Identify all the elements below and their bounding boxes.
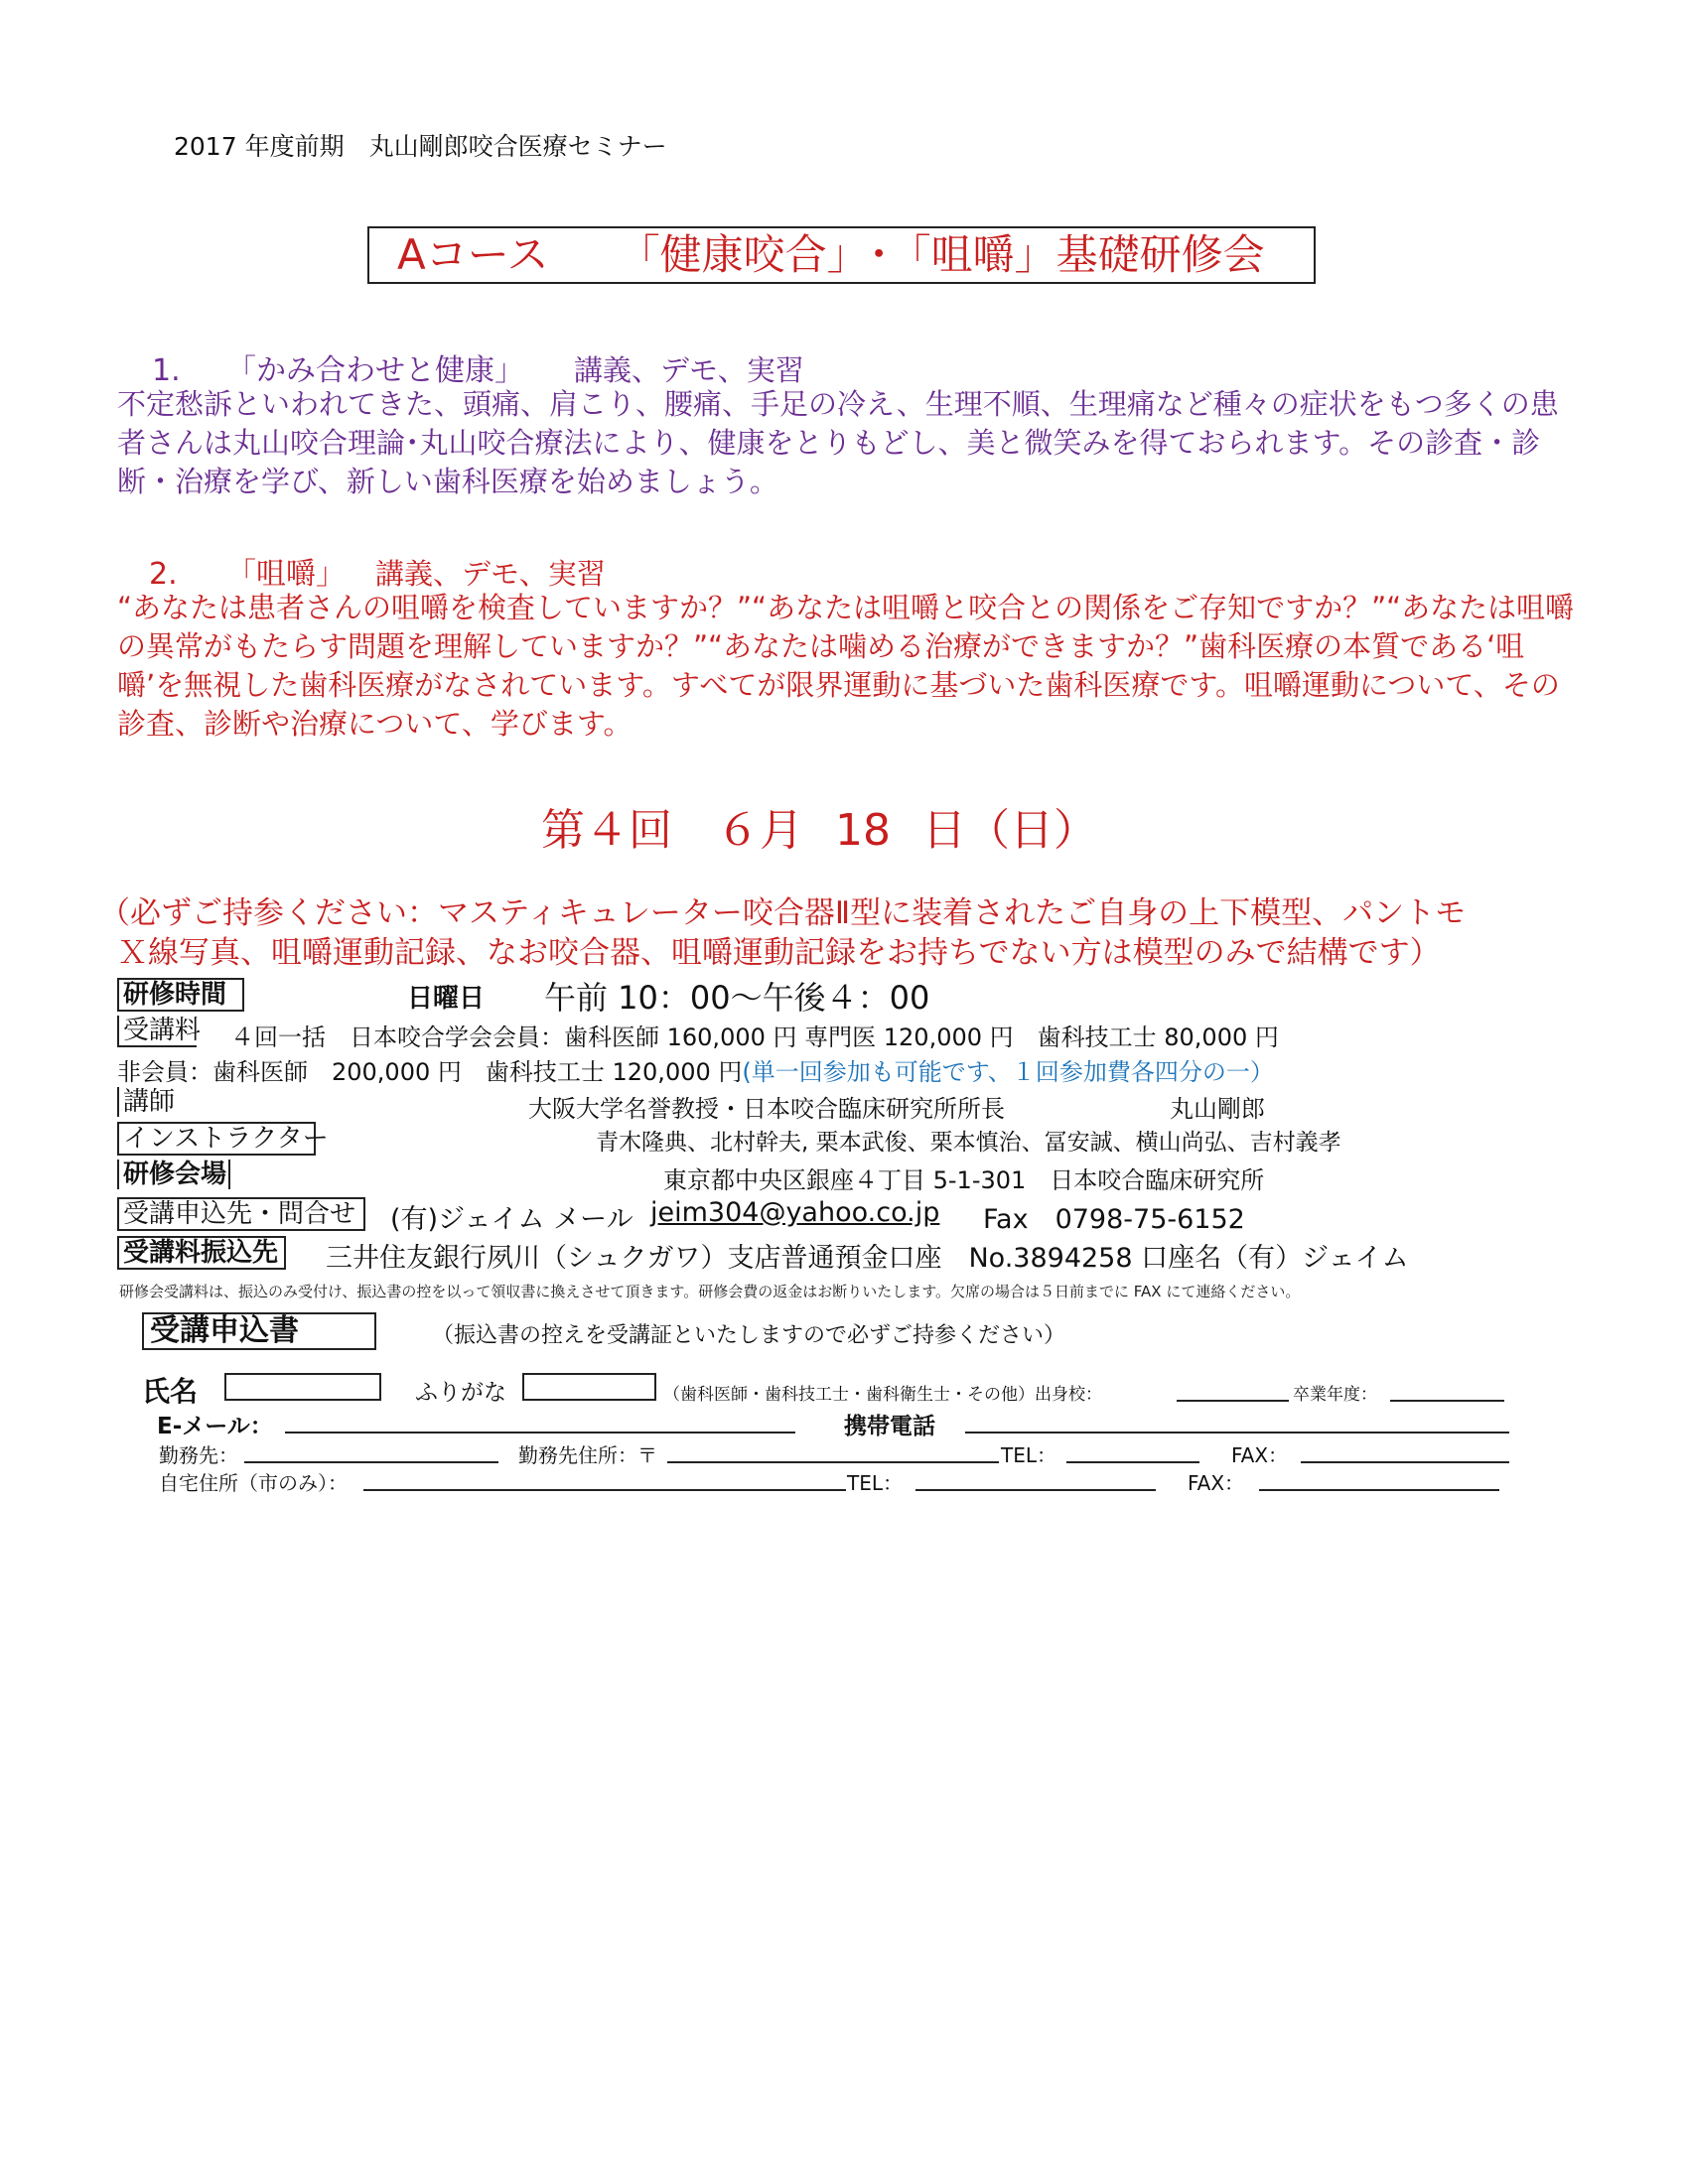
application-form-title: 受講申込書 bbox=[142, 1312, 376, 1350]
bank-value: 三井住友銀行夙川（シュクガワ）支店普通預金口座 No.3894258 口座名（有）ジェイム bbox=[326, 1243, 1409, 1274]
tel2-field[interactable] bbox=[915, 1489, 1156, 1491]
section2-heading bbox=[149, 549, 606, 593]
notice-line-2: Ｘ線写真、咀嚼運動記録、なお咬合器、咀嚼運動記録をお持ちでない方は模型のみで結構です） bbox=[117, 935, 1441, 971]
application-form-note: （振込書の控えを受講証といたしますので必ずご持参ください） bbox=[432, 1323, 1066, 1348]
course-title-box bbox=[367, 226, 1316, 284]
fee-single-note: (単一回参加も可能です、１回参加費各四分の一） bbox=[742, 1058, 1274, 1086]
section1-body: 不定愁訴といわれてきた、頭痛、肩こり、腰痛、手足の冷え、生理不順、生理痛など種々の症状をもつ多くの患者さんは丸山咬合理論･丸山咬合療法により、健康をとりもどし、美と微笑みを得ておられます。その診査・診断・治療を学び、新しい歯科医療を始めましょう。 bbox=[117, 387, 1559, 498]
section2-format: 講義、デモ、実習 bbox=[375, 557, 606, 591]
lecturer-name: 丸山剛郎 bbox=[1170, 1095, 1265, 1123]
course-code: Aコース bbox=[397, 230, 549, 279]
fax2-field[interactable] bbox=[1259, 1489, 1499, 1491]
tel-field[interactable] bbox=[1066, 1461, 1199, 1463]
work-label: 勤務先： bbox=[159, 1443, 238, 1467]
session-date: 第４回 ６月 18 日（日） bbox=[541, 805, 1097, 856]
graduation-field[interactable] bbox=[1390, 1400, 1504, 1402]
instructor-label: インストラクター bbox=[117, 1122, 316, 1156]
school-field[interactable] bbox=[1177, 1400, 1289, 1402]
furigana-field[interactable] bbox=[522, 1373, 656, 1401]
work-address-field[interactable] bbox=[667, 1461, 999, 1463]
notice-line-1: （必ずご持参ください：マスティキュレーター咬合器Ⅱ型に装着されたご自身の上下模型、パントモ bbox=[99, 895, 1467, 931]
venue-value: 東京都中央区銀座４丁目 5-1-301 日本咬合臨床研究所 bbox=[663, 1166, 1265, 1194]
seminar-header: 2017 年度前期 丸山剛郎咬合医療セミナー bbox=[174, 132, 667, 161]
work-field[interactable] bbox=[244, 1461, 498, 1463]
contact-org: (有)ジェイム メール bbox=[390, 1204, 633, 1235]
contact-email-link[interactable]: jeim304@yahoo.co.jp bbox=[650, 1197, 940, 1228]
course-name: 「健康咬合」･「咀嚼」基礎研修会 bbox=[618, 230, 1265, 279]
section1-format: 講義、デモ、実習 bbox=[574, 353, 804, 387]
email-label: E-メール： bbox=[157, 1414, 273, 1439]
bank-label: 受講料振込先 bbox=[117, 1236, 286, 1270]
work-address-label: 勤務先住所：〒 bbox=[518, 1443, 657, 1467]
lecturer-label: 講師 bbox=[117, 1087, 177, 1117]
fee-nonmember-value bbox=[117, 1052, 1274, 1087]
section1-heading bbox=[152, 345, 804, 389]
mobile-label: 携帯電話 bbox=[844, 1414, 935, 1439]
furigana-label: ふりがな bbox=[415, 1380, 506, 1406]
fee-label: 受講料 bbox=[117, 1016, 197, 1047]
time-label: 研修時間 bbox=[117, 978, 244, 1012]
mobile-field[interactable] bbox=[965, 1432, 1509, 1433]
fee-member-value: ４回一括 日本咬合学会会員：歯科医師 160,000 円 専門医 120,000 円 歯科技工士 80,000 円 bbox=[230, 1024, 1279, 1051]
venue-label: 研修会場 bbox=[117, 1160, 230, 1189]
lecturer-title: 大阪大学名誉教授・日本咬合臨床研究所所長 bbox=[528, 1095, 1005, 1123]
home-address-label: 自宅住所（市のみ）： bbox=[159, 1471, 348, 1495]
contact-fax: Fax 0798-75-6152 bbox=[983, 1204, 1245, 1235]
tel-label: TEL： bbox=[1001, 1443, 1056, 1467]
fee-nonmember-text: 非会員：歯科医師 200,000 円 歯科技工士 120,000 円 bbox=[117, 1058, 743, 1086]
section1-number: 1. bbox=[152, 353, 181, 388]
name-label: 氏名 bbox=[142, 1375, 199, 1408]
time-value: 午前 10：00～午後４：00 bbox=[544, 979, 930, 1017]
fax2-label: FAX： bbox=[1188, 1471, 1245, 1495]
section2-label: 「咀嚼」 bbox=[226, 557, 346, 592]
instructor-value: 青木隆典、北村幹夫, 栗本武俊、栗本慎治、冨安誠、横山尚弘、吉村義孝 bbox=[596, 1130, 1341, 1156]
fax-label: FAX： bbox=[1231, 1443, 1289, 1467]
section1-label: 「かみ合わせと健康」 bbox=[226, 353, 524, 388]
name-field[interactable] bbox=[224, 1373, 381, 1401]
time-day: 日曜日 bbox=[407, 984, 486, 1014]
home-address-field[interactable] bbox=[363, 1489, 846, 1491]
fax-field[interactable] bbox=[1301, 1461, 1509, 1463]
section2-number: 2. bbox=[149, 557, 178, 592]
fine-print: 研修会受講料は、振込のみ受付け、振込書の控を以って領収書に換えさせて頂きます。研修会費の返金はお断りいたします。欠席の場合は５日前までに FAX にて連絡ください。 bbox=[119, 1283, 1301, 1300]
tel2-label: TEL： bbox=[847, 1471, 903, 1495]
bring-items-notice bbox=[99, 893, 1589, 973]
email-field[interactable] bbox=[285, 1432, 795, 1433]
graduation-label: 卒業年度： bbox=[1293, 1385, 1377, 1405]
contact-label: 受講申込先・問合せ bbox=[117, 1197, 365, 1231]
section2-body: “あなたは患者さんの咀嚼を検査していますか？”“あなたは咀嚼と咬合との関係をご存知ですか？”“あなたは咀嚼の異常がもたらす問題を理解していますか？”“あなたは噛める治療ができますか？”歯科医療の本質である‘咀嚼’を無視した歯科医療がなされています。すべてが限界運動に基づいた歯科医療です。咀嚼運動について、その診査、診断や治療について、学びます。 bbox=[117, 591, 1575, 741]
occupation-school-label: （歯科医師・歯科技工士・歯科衛生士・その他）出身校： bbox=[663, 1385, 1102, 1405]
